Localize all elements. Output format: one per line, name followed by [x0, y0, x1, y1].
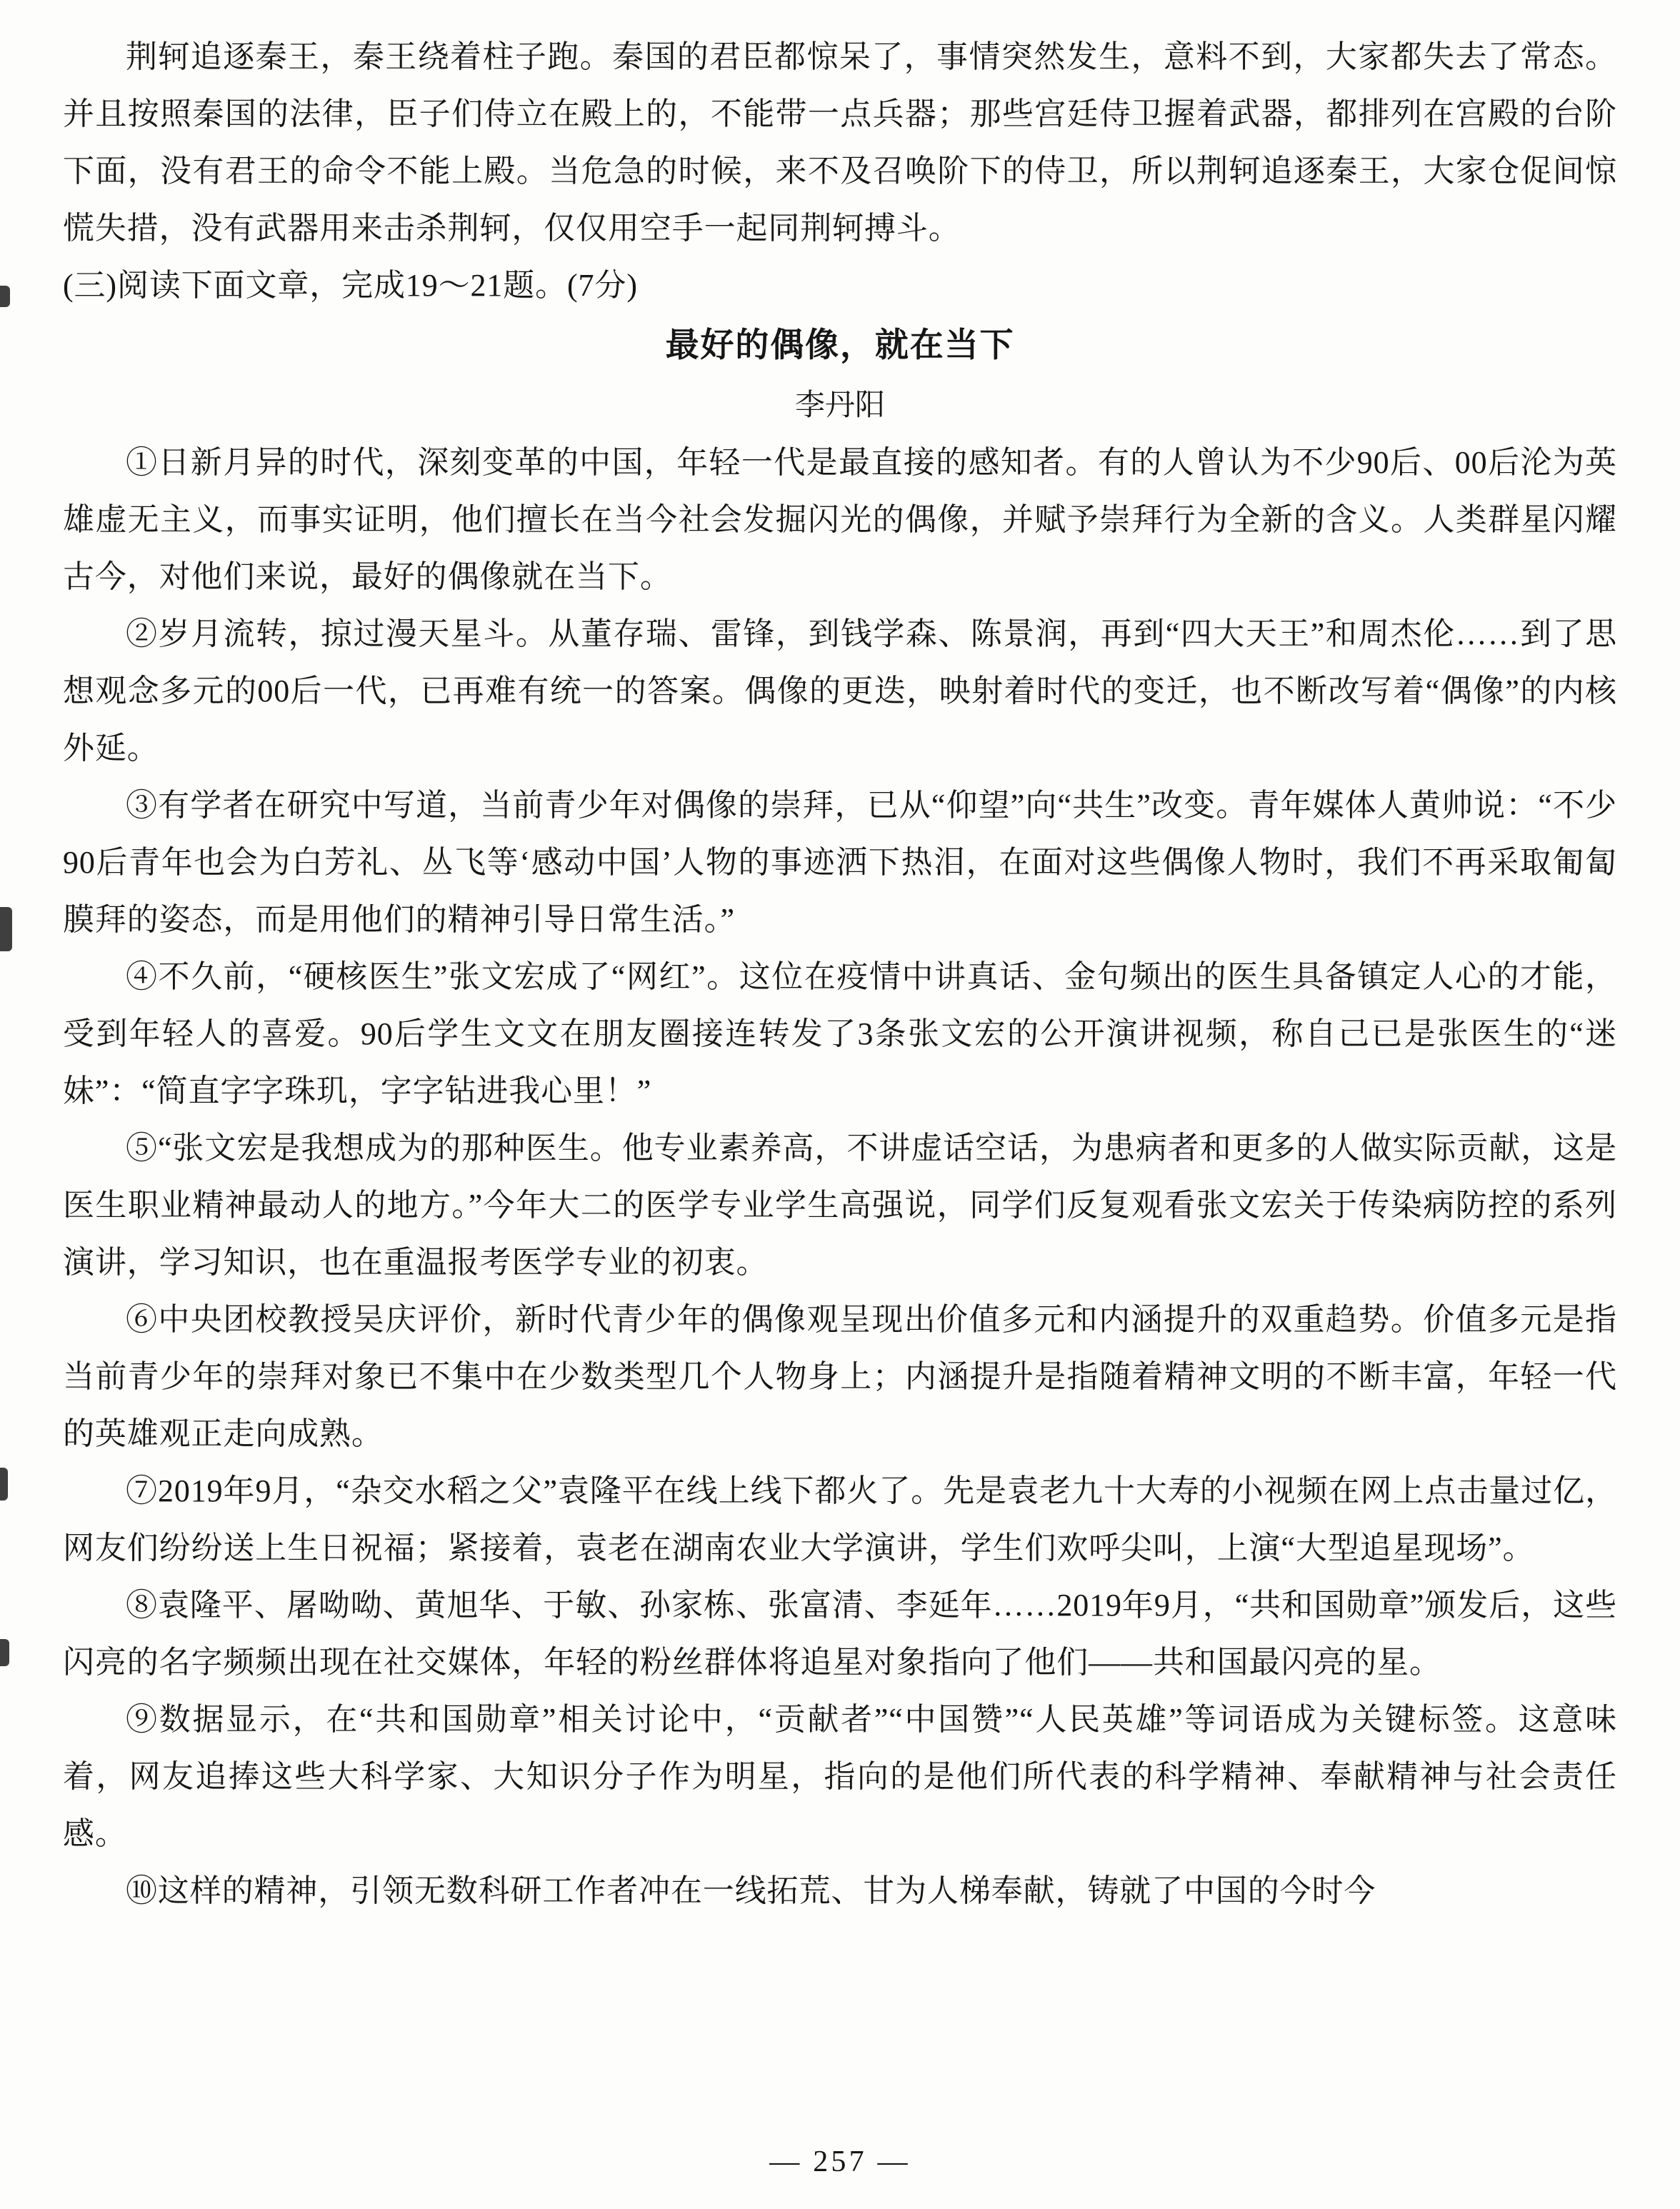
article-paragraph-2: ②岁月流转，掠过漫天星斗。从董存瑞、雷锋，到钱学森、陈景润，再到“四大天王”和周杰伦……到了思想观念多元的00后一代，已再难有统一的答案。偶像的更迭，映射着时代的变迁，也不断改写着“偶像”的内核外延。	[63, 616, 1617, 766]
article-paragraph-10: ⑩这样的精神，引领无数科研工作者冲在一线拓荒、甘为人梯奉献，铸就了中国的今时今	[126, 1873, 1376, 1908]
article-paragraph-6: ⑥中央团校教授吴庆评价，新时代青少年的偶像观呈现出价值多元和内涵提升的双重趋势。价值多元是指当前青少年的崇拜对象已不集中在少数类型几个人物身上；内涵提升是指随着精神文明的不断丰富，年轻一代的英雄观正走向成熟。	[63, 1302, 1617, 1451]
scan-artifact	[0, 286, 10, 307]
scan-artifact	[0, 907, 12, 951]
article-paragraph-5: ⑤“张文宏是我想成为的那种医生。他专业素养高，不讲虚话空话，为患病者和更多的人做实际贡献，这是医生职业精神最动人的地方。”今年大二的医学专业学生高强说，同学们反复观看张文宏关于传染病防控的系列演讲，学习知识，也在重温报考医学专业的初衷。	[63, 1131, 1617, 1280]
article-paragraph-4: ④不久前，“硬核医生”张文宏成了“网红”。这位在疫情中讲真话、金句频出的医生具备镇定人心的才能，受到年轻人的喜爱。90后学生文文在朋友圈接连转发了3条张文宏的公开演讲视频，称自己已是张医生的“迷妹”：“简直字字珠玑，字字钻进我心里！”	[63, 959, 1617, 1108]
article-paragraph-3: ③有学者在研究中写道，当前青少年对偶像的崇拜，已从“仰望”向“共生”改变。青年媒体人黄帅说：“不少90后青年也会为白芳礼、丛飞等‘感动中国’人物的事迹洒下热泪，在面对这些偶像人物时，我们不再采取匍匐膜拜的姿态，而是用他们的精神引导日常生活。”	[63, 788, 1617, 937]
article-paragraph-7: ⑦2019年9月，“杂交水稻之父”袁隆平在线上线下都火了。先是袁老九十大寿的小视频在网上点击量过亿，网友们纷纷送上生日祝福；紧接着，袁老在湖南农业大学演讲，学生们欢呼尖叫，上演“大型追星现场”。	[63, 1473, 1617, 1566]
article-title: 最好的偶像，就在当下	[665, 327, 1015, 364]
article-author: 李丹阳	[794, 389, 885, 422]
translation-paragraph: 荆轲追逐秦王，秦王绕着柱子跑。秦国的君臣都惊呆了，事情突然发生，意料不到，大家都失去了常态。并且按照秦国的法律，臣子们侍立在殿上的，不能带一点兵器；那些宫廷侍卫握着武器，都排列在宫殿的台阶下面，没有君王的命令不能上殿。当危急的时候，来不及召唤阶下的侍卫，所以荆轲追逐秦王，大家仓促间惊慌失措，没有武器用来击杀荆轲，仅仅用空手一起同荆轲搏斗。	[63, 39, 1617, 246]
article-paragraph-1: ①日新月异的时代，深刻变革的中国，年轻一代是最直接的感知者。有的人曾认为不少90后、00后沦为英雄虚无主义，而事实证明，他们擅长在当今社会发掘闪光的偶像，并赋予崇拜行为全新的含义。人类群星闪耀古今，对他们来说，最好的偶像就在当下。	[63, 445, 1617, 594]
section-heading: (三)阅读下面文章，完成19～21题。(7分)	[63, 268, 638, 303]
page-number: — 257 —	[769, 2145, 911, 2178]
scan-artifact	[0, 1639, 9, 1666]
article-paragraph-9: ⑨数据显示，在“共和国勋章”相关讨论中，“贡献者”“中国赞”“人民英雄”等词语成为关键标签。这意味着，网友追捧这些大科学家、大知识分子作为明星，指向的是他们所代表的科学精神、奉献精神与社会责任感。	[63, 1702, 1617, 1851]
article-paragraph-8: ⑧袁隆平、屠呦呦、黄旭华、于敏、孙家栋、张富清、李延年……2019年9月，“共和国勋章”颁发后，这些闪亮的名字频频出现在社交媒体，年轻的粉丝群体将追星对象指向了他们——共和国最闪亮的星。	[63, 1588, 1617, 1680]
scan-artifact	[0, 1468, 8, 1501]
